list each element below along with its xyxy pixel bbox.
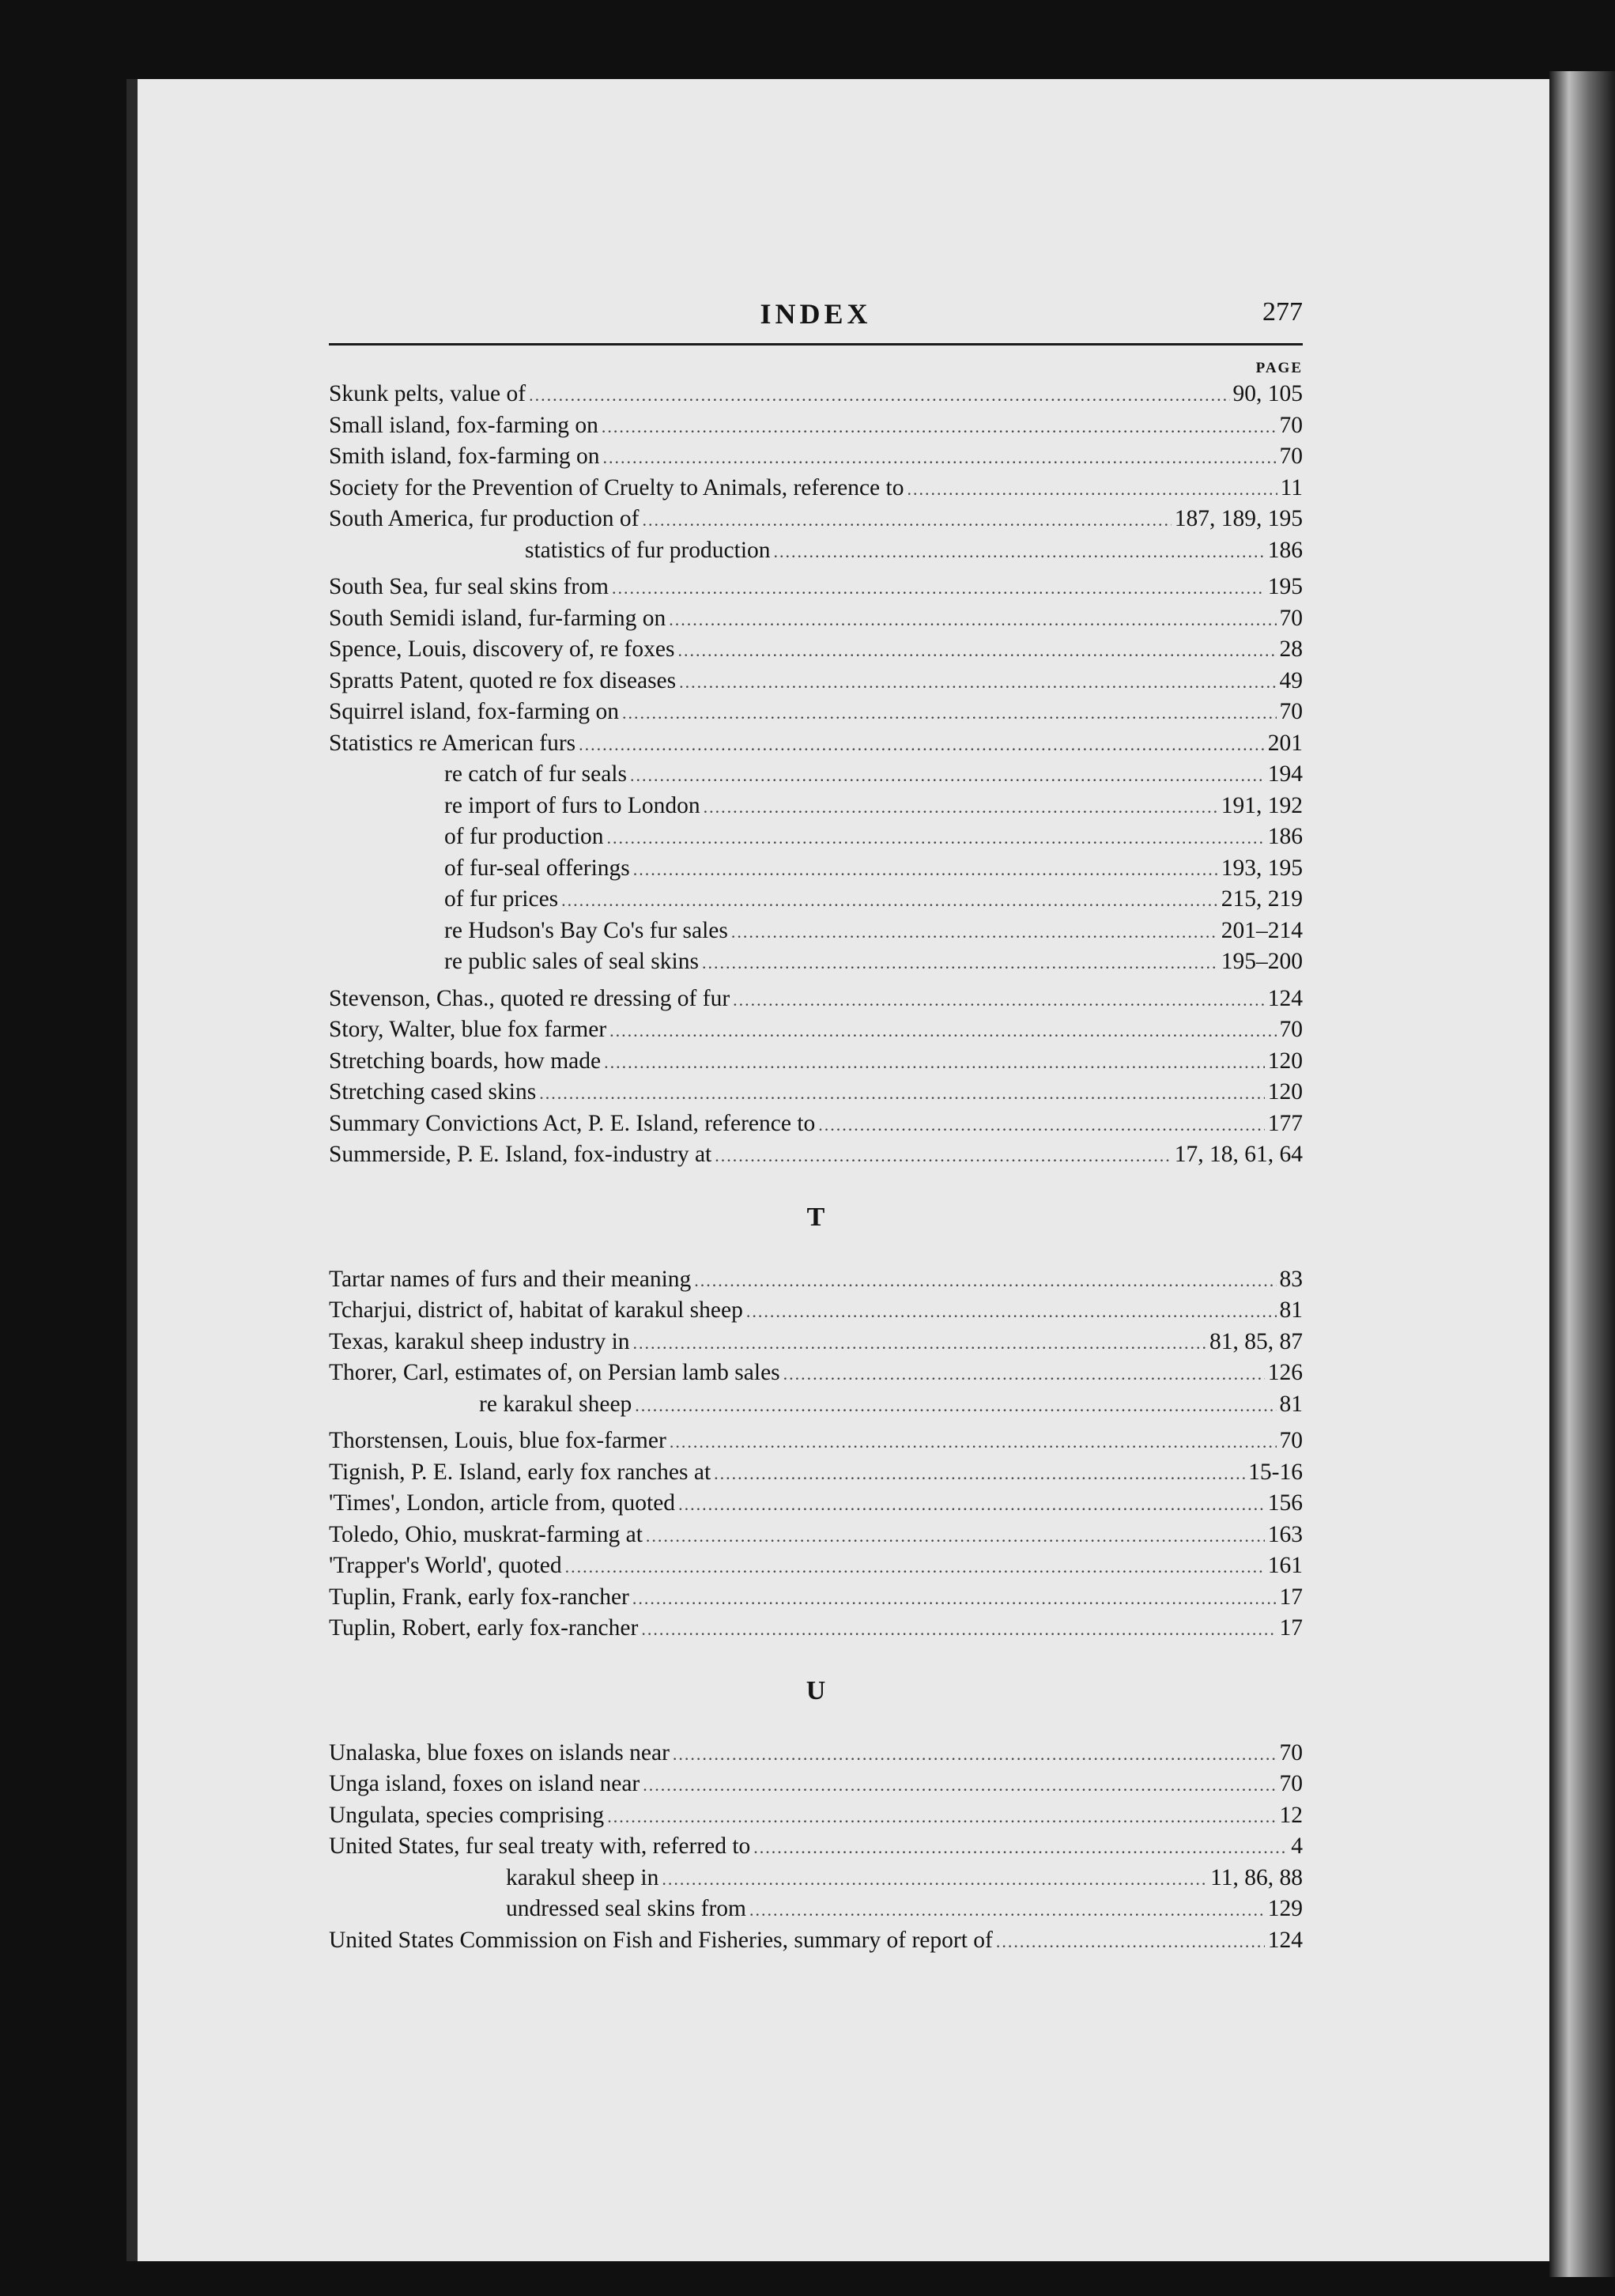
index-entry	[329, 1769, 1303, 1800]
entry-text: Summary Convictions Act, P. E. Island, reference to	[329, 1110, 816, 1136]
dot-leader	[670, 1426, 1277, 1457]
dot-leader	[642, 504, 1171, 535]
page-edge	[1549, 71, 1615, 2277]
dot-leader	[539, 1078, 1265, 1108]
index-entry	[329, 1800, 1303, 1832]
index-entry	[329, 634, 1303, 666]
index-entry	[329, 759, 1303, 791]
entry-pages: 201–214	[1221, 917, 1303, 943]
index-entry	[329, 697, 1303, 728]
dot-leader	[529, 380, 1229, 410]
dot-leader	[749, 1894, 1265, 1925]
entry-pages: 126	[1267, 1360, 1303, 1385]
index-entry	[329, 1488, 1303, 1520]
dot-leader	[783, 1358, 1265, 1389]
index-entry	[329, 791, 1303, 822]
index-entry	[329, 666, 1303, 697]
index-entry	[329, 884, 1303, 916]
entry-pages: 83	[1279, 1266, 1303, 1292]
dot-leader	[733, 984, 1265, 1015]
dot-leader	[673, 1739, 1277, 1769]
entry-text: Toledo, Ohio, muskrat-farming at	[329, 1521, 643, 1547]
index-entry	[329, 1550, 1303, 1582]
entry-pages: 186	[1267, 537, 1303, 563]
dot-leader	[646, 1520, 1265, 1551]
entry-text: Society for the Prevention of Cruelty to Animals, reference to	[329, 474, 904, 500]
entry-text: Tuplin, Robert, early fox-rancher	[329, 1615, 639, 1641]
entry-pages: 120	[1267, 1048, 1303, 1074]
dot-leader	[677, 635, 1276, 666]
index-entry	[329, 1046, 1303, 1078]
entry-pages: 195–200	[1221, 949, 1303, 974]
dot-leader	[643, 1769, 1276, 1800]
entry-text: United States, fur seal treaty with, referred to	[329, 1833, 751, 1859]
entry-pages: 70	[1279, 1017, 1303, 1042]
entry-text: Unalaska, blue foxes on islands near	[329, 1739, 670, 1765]
entry-text: Stretching cased skins	[329, 1079, 537, 1105]
section-letter: T	[806, 1202, 825, 1232]
entry-text: karakul sheep in	[506, 1864, 659, 1890]
index-entry	[329, 1139, 1303, 1171]
index-entry	[329, 535, 1303, 567]
entry-pages: 11, 86, 88	[1210, 1864, 1303, 1890]
index-entry	[329, 1520, 1303, 1551]
entry-pages: 215, 219	[1221, 886, 1303, 912]
entry-pages: 90, 105	[1232, 381, 1303, 406]
entry-text: Tartar names of furs and their meaning	[329, 1266, 692, 1292]
entry-pages: 17	[1279, 1584, 1303, 1610]
entry-text: Story, Walter, blue fox farmer	[329, 1017, 607, 1042]
entry-text: undressed seal skins from	[506, 1896, 746, 1921]
index-entries	[329, 379, 1303, 1956]
entry-pages: 12	[1279, 1802, 1303, 1828]
entry-pages: 156	[1267, 1490, 1303, 1516]
index-entry	[329, 1426, 1303, 1457]
entry-text: re karakul sheep	[479, 1391, 632, 1417]
dot-leader	[694, 1265, 1276, 1296]
index-entry	[329, 1894, 1303, 1925]
entry-text: Texas, karakul sheep industry in	[329, 1328, 630, 1354]
dot-leader	[774, 536, 1265, 567]
entry-pages: 195	[1267, 574, 1303, 599]
index-entry	[329, 1327, 1303, 1358]
entry-pages: 15-16	[1248, 1459, 1303, 1485]
index-entry	[329, 410, 1303, 442]
index-entry	[329, 1295, 1303, 1327]
index-entry	[329, 916, 1303, 947]
entry-pages: 120	[1267, 1079, 1303, 1105]
entry-text: Thorstensen, Louis, blue fox-farmer	[329, 1428, 666, 1453]
index-entry	[329, 1738, 1303, 1769]
entry-text: Smith island, fox-farming on	[329, 444, 600, 469]
header-title: INDEX	[760, 298, 872, 330]
entry-pages: 163	[1267, 1521, 1303, 1547]
page-number: 277	[1262, 297, 1303, 327]
entry-pages: 11	[1280, 474, 1303, 500]
dot-leader	[579, 729, 1265, 760]
index-content	[329, 294, 1303, 1956]
dot-leader	[704, 791, 1218, 822]
entry-text: Spence, Louis, discovery of, re foxes	[329, 636, 675, 662]
index-entry	[329, 504, 1303, 535]
entry-pages: 191, 192	[1221, 792, 1303, 818]
dot-leader	[604, 1047, 1265, 1078]
dot-leader	[753, 1832, 1288, 1863]
dot-leader	[632, 1583, 1277, 1614]
dot-leader	[702, 947, 1218, 978]
dot-leader	[633, 854, 1218, 885]
dot-leader	[609, 1015, 1276, 1046]
entry-pages: 70	[1279, 1739, 1303, 1765]
dot-leader	[669, 604, 1276, 635]
dot-leader	[565, 1551, 1265, 1582]
dot-leader	[635, 1390, 1276, 1421]
entry-text: United States Commission on Fish and Fisheries, summary of report of	[329, 1927, 993, 1953]
entry-text: Stretching boards, how made	[329, 1048, 602, 1074]
index-entry	[329, 1925, 1303, 1957]
index-entry	[329, 603, 1303, 635]
index-entry	[329, 1264, 1303, 1296]
entry-text: Thorer, Carl, estimates of, on Persian lamb sales	[329, 1360, 780, 1385]
entry-pages: 81, 85, 87	[1209, 1328, 1303, 1354]
index-entry	[329, 1831, 1303, 1863]
index-entry	[329, 1358, 1303, 1389]
entry-text: Tuplin, Frank, early fox-rancher	[329, 1584, 629, 1610]
entry-text: re Hudson's Bay Co's fur sales	[444, 917, 728, 943]
entry-pages: 70	[1279, 444, 1303, 469]
index-entry	[329, 473, 1303, 504]
dot-leader	[561, 885, 1218, 916]
dot-leader	[715, 1140, 1172, 1171]
page-column-label: PAGE	[1255, 360, 1303, 376]
entry-pages: 70	[1279, 699, 1303, 724]
index-entry	[329, 441, 1303, 473]
dot-leader	[731, 916, 1218, 947]
entry-text: re public sales of seal skins	[444, 949, 699, 974]
entry-text: 'Times', London, article from, quoted	[329, 1490, 676, 1516]
dot-leader	[603, 442, 1277, 473]
entry-text: Summerside, P. E. Island, fox-industry at	[329, 1142, 712, 1167]
dot-leader	[818, 1109, 1264, 1140]
dot-leader	[612, 572, 1265, 603]
entry-pages: 70	[1279, 1428, 1303, 1453]
index-entry	[329, 572, 1303, 603]
entry-pages: 187, 189, 195	[1174, 506, 1303, 531]
entry-pages: 81	[1279, 1297, 1303, 1323]
entry-pages: 17, 18, 61, 64	[1174, 1142, 1303, 1167]
dot-leader	[633, 1327, 1206, 1358]
index-entry	[329, 379, 1303, 410]
dot-leader	[907, 474, 1277, 504]
entry-text: South Sea, fur seal skins from	[329, 574, 609, 599]
entry-pages: 124	[1267, 1927, 1303, 1953]
index-entry	[329, 728, 1303, 760]
index-entry	[329, 821, 1303, 853]
entry-text: Tignish, P. E. Island, early fox ranches at	[329, 1459, 711, 1485]
index-entry	[329, 1108, 1303, 1140]
dot-leader	[602, 411, 1277, 442]
index-entry	[329, 984, 1303, 1015]
entry-pages: 70	[1279, 1771, 1303, 1796]
entry-pages: 49	[1279, 667, 1303, 693]
entry-pages: 177	[1267, 1110, 1303, 1136]
entry-pages: 70	[1279, 412, 1303, 438]
entry-text: Unga island, foxes on island near	[329, 1771, 640, 1796]
entry-text: of fur-seal offerings	[444, 855, 630, 881]
index-entry	[329, 1863, 1303, 1894]
index-entry	[329, 1389, 1303, 1421]
dot-leader	[607, 1801, 1276, 1832]
dot-leader	[996, 1926, 1265, 1957]
dot-leader	[641, 1614, 1276, 1645]
entry-pages: 201	[1267, 730, 1303, 756]
index-entry	[329, 946, 1303, 978]
entry-pages: 194	[1267, 761, 1303, 787]
entry-text: Ungulata, species comprising	[329, 1802, 605, 1828]
index-entry	[329, 1582, 1303, 1614]
entry-text: statistics of fur production	[525, 537, 771, 563]
dot-leader	[746, 1296, 1277, 1327]
index-entry	[329, 1613, 1303, 1645]
entry-text: of fur production	[444, 824, 604, 849]
dot-leader	[714, 1458, 1245, 1489]
running-header	[329, 294, 1303, 346]
dot-leader	[679, 667, 1276, 697]
dot-leader	[630, 760, 1265, 791]
entry-text: Spratts Patent, quoted re fox diseases	[329, 667, 677, 693]
entry-text: re import of furs to London	[444, 792, 700, 818]
section-letter: U	[806, 1675, 826, 1705]
entry-text: Small island, fox-farming on	[329, 412, 598, 438]
entry-pages: 129	[1267, 1896, 1303, 1921]
entry-text: 'Trapper's World', quoted	[329, 1553, 562, 1578]
entry-text: of fur prices	[444, 886, 559, 912]
dot-leader	[607, 822, 1265, 853]
entry-text: Tcharjui, district of, habitat of karakul sheep	[329, 1297, 743, 1323]
dot-leader	[662, 1864, 1207, 1894]
entry-pages: 81	[1279, 1391, 1303, 1417]
index-entry	[329, 1077, 1303, 1108]
entry-pages: 28	[1279, 636, 1303, 662]
entry-pages: 17	[1279, 1615, 1303, 1641]
dot-leader	[622, 697, 1276, 728]
entry-pages: 4	[1291, 1833, 1303, 1859]
index-entry	[329, 1457, 1303, 1489]
entry-text: Stevenson, Chas., quoted re dressing of fur	[329, 985, 730, 1011]
entry-pages: 193, 195	[1221, 855, 1303, 881]
entry-pages: 161	[1267, 1553, 1303, 1578]
index-entry	[329, 1014, 1303, 1046]
entry-text: Statistics re American furs	[329, 730, 576, 756]
entry-pages: 124	[1267, 985, 1303, 1011]
entry-text: South Semidi island, fur-farming on	[329, 605, 666, 631]
entry-text: Squirrel island, fox-farming on	[329, 699, 620, 724]
dot-leader	[678, 1489, 1265, 1520]
entry-text: Skunk pelts, value of	[329, 381, 526, 406]
entry-pages: 70	[1279, 605, 1303, 631]
index-entry	[329, 853, 1303, 885]
entry-text: South America, fur production of	[329, 506, 640, 531]
entry-text: re catch of fur seals	[444, 761, 627, 787]
entry-pages: 186	[1267, 824, 1303, 849]
